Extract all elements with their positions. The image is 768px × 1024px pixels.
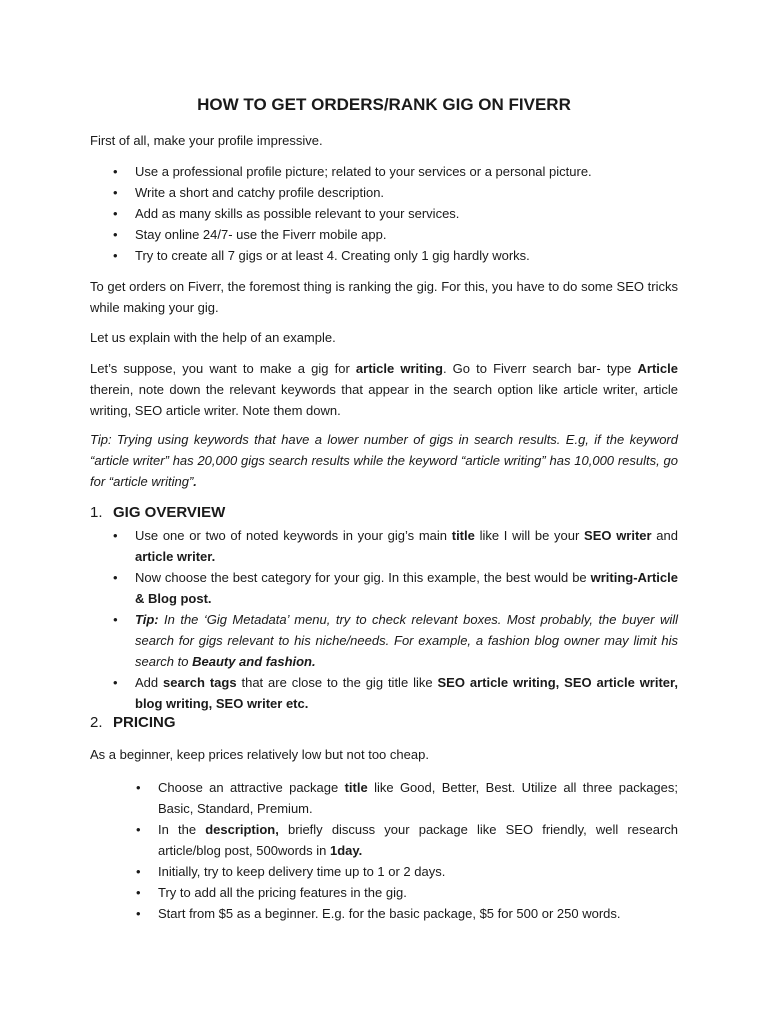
list-item: • Use one or two of noted keywords in your gig’s main title like I will be your SEO writer and article writer.	[135, 525, 678, 567]
list-item: • Write a short and catchy profile description.	[135, 182, 678, 203]
bullet-icon: •	[113, 528, 118, 543]
bullet-icon: •	[113, 164, 118, 179]
page-title: HOW TO GET ORDERS/RANK GIG ON FIVERR	[197, 95, 571, 114]
bullet-icon: •	[113, 675, 118, 690]
list-item: • Tip: In the ‘Gig Metadata’ menu, try to check relevant boxes. Most probably, the buyer will search for gigs relevant to his niche/needs. For example, a fashion blog owner may limit his search to Beauty and fashion.	[135, 609, 678, 672]
bullet-icon: •	[136, 864, 141, 879]
list-item: • Add as many skills as possible relevant to your services.	[135, 203, 678, 224]
intro-paragraph: First of all, make your profile impressive.	[90, 133, 323, 148]
section-heading-gig-overview: 1. GIG OVERVIEW	[90, 504, 226, 521]
list-item: • Start from $5 as a beginner. E.g. for the basic package, $5 for 500 or 250 words.	[158, 903, 678, 924]
bullet-icon: •	[136, 780, 141, 795]
pricing-list	[90, 777, 678, 924]
gig-overview-list	[90, 525, 678, 714]
seo-paragraph: To get orders on Fiverr, the foremost thing is ranking the gig. For this, you have to do some SEO tricks while making your gig.	[90, 279, 678, 315]
bullet-icon: •	[113, 227, 118, 242]
list-item: • Initially, try to keep delivery time up to 1 or 2 days.	[158, 861, 678, 882]
list-item: • Try to create all 7 gigs or at least 4. Creating only 1 gig hardly works.	[135, 245, 678, 266]
list-item: • In the description, briefly discuss your package like SEO friendly, well research article/blog post, 500words in 1day.	[158, 819, 678, 861]
bullet-icon: •	[113, 185, 118, 200]
profile-tips-list	[90, 161, 678, 266]
bullet-icon: •	[113, 612, 118, 627]
bullet-icon: •	[136, 822, 141, 837]
pricing-intro: As a beginner, keep prices relatively low but not too cheap.	[90, 747, 429, 762]
bullet-icon: •	[113, 206, 118, 221]
section-heading-pricing: 2. PRICING	[90, 714, 176, 731]
bullet-icon: •	[136, 885, 141, 900]
list-item: • Stay online 24/7- use the Fiverr mobile app.	[135, 224, 678, 245]
list-item: • Choose an attractive package title like Good, Better, Best. Utilize all three packages; Basic, Standard, Premium.	[158, 777, 678, 819]
suppose-paragraph: Let’s suppose, you want to make a gig for article writing. Go to Fiverr search bar- type Article therein, note down the relevant keywords that appear in the search option like article writer, article writing, SEO article writer. Note them down.	[90, 361, 678, 418]
example-paragraph: Let us explain with the help of an example.	[90, 330, 336, 345]
list-item: • Try to add all the pricing features in the gig.	[158, 882, 678, 903]
list-item: • Use a professional profile picture; related to your services or a personal picture.	[135, 161, 678, 182]
bullet-icon: •	[113, 570, 118, 585]
bullet-icon: •	[113, 248, 118, 263]
list-item: • Now choose the best category for your gig. In this example, the best would be writing-Article & Blog post.	[135, 567, 678, 609]
bullet-icon: •	[136, 906, 141, 921]
tip-paragraph: Tip: Trying using keywords that have a lower number of gigs in search results. E.g, if the keyword “article writer” has 20,000 gigs search results while the keyword “article writing” has 10,000 results, go for “article writing”.	[90, 432, 678, 489]
list-item: • Add search tags that are close to the gig title like SEO article writing, SEO article writer, blog writing, SEO writer etc.	[135, 672, 678, 714]
